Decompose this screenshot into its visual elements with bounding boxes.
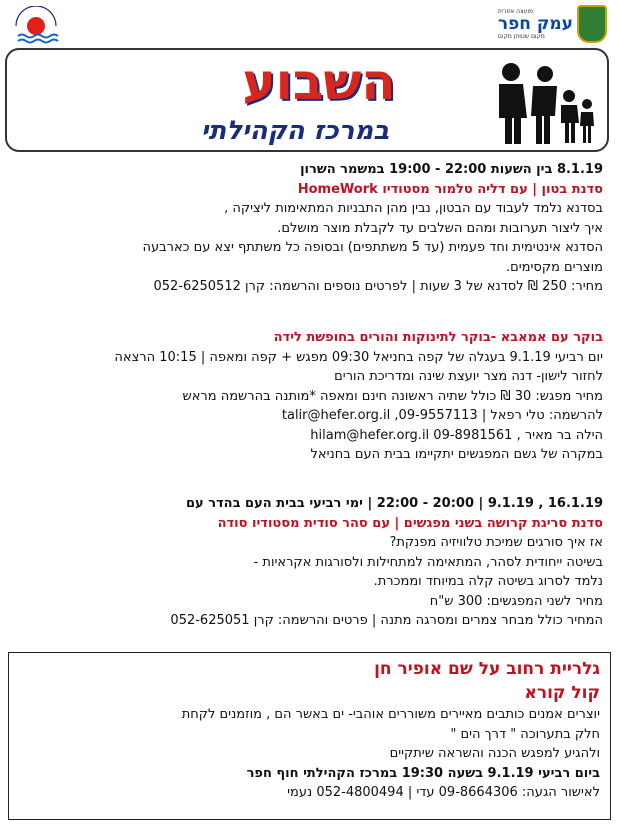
section4-line: ולהגיע למפגש הכנה והשראה שיתקיים [389,746,600,761]
logo-tagline: מקום שטוחן מקום [497,33,545,40]
section3-line: מחיר לשני המפגשים: 300 ש"ח [429,593,603,609]
section4-line: יוצרים אמנים כותבים מאיירים משוררים אוהבי- ים באשר הם , מוזמנים לקחת [181,707,600,722]
section-concrete-workshop [14,160,603,297]
section1-line: הסדנא אינטימית וחד פעמית (עד 5 משתתפים) ובסופה כל משתתף יצא עם כארבעה [142,240,603,255]
section1-heading: 8.1.19 בין השעות 22:00 - 19:00 במשמר השרון [300,162,603,177]
page-subtitle: במרכז הקהילתי [200,116,390,146]
family-icon [489,60,599,146]
gallery-callout-box [8,652,611,820]
section1-line: מחיר: 250 ₪ לסדנא של 3 שעות | לפרטים נוספים והרשמה: קרן 052-6250512 [153,279,603,294]
section2-line: יום רביעי 9.1.19 בעגלה של קפה בחניאל 09:30 מפגש + קפה ומאפה | 10:15 הרצאה [114,349,603,365]
emek-hefer-logo [497,4,607,44]
section2-line: הילה בר מאיר , hilam@hefer.org.il 09-8981561 [310,427,603,443]
section1-line: מוצרים מקסימים. [506,259,603,275]
section1-title: סדנת בטון | עם דליה טלמור מסטודיו HomeWork [297,181,603,197]
section4-line: ביום רביעי 9.1.19 בשעה 19:30 במרכז הקהילתי חוף חפר [246,765,600,781]
section2-title: בוקר עם אמאבא -בוקר לתינוקות והורים בחופשת לידה [273,330,603,345]
section4-line: לאישור הגעה: 09-8664306 עדי | 052-4800494 נעמי [287,785,600,800]
logo-brand-text: עמק חפר [497,14,573,34]
section4-title: גלריית רחוב על שם אופיר חן [374,659,600,679]
section1-line: בסדנא נלמד לעבוד עם הבטון, נבין מהן התבניות המתאימות ליציקה , [224,201,603,216]
shield-icon [577,5,607,43]
section4-subtitle: קול קורא [524,683,600,703]
header-banner [5,48,609,152]
section3-line: נלמד לסרוג בשיטה קלה במיוחד וממכרת. [373,574,603,589]
section2-line: לחזור לישון- דנה מצר יועצת שינה ומדריכת הורים [334,369,603,384]
section1-line: איך ליצור תערובות ומהם השלבים עד לקבלת מוצר מושלם. [277,220,603,236]
section2-line: במקרה של גשם המפגשים יתקיימו בבית העם בחניאל [310,447,603,462]
section3-line: בשיטה ייחודית לסהר, המתאימה למתחילות ולסורגות אקראיות - [253,554,603,570]
section-crochet-workshop [14,494,603,631]
section3-heading: 16.1.19 , 9.1.19 | 20:00 - 22:00 | ימי רביעי בבית העם בהדר עם [185,496,603,511]
section4-line: חלק בתערוכה " דרך הים " [450,726,600,742]
logo-top-text: מועצה אזורית [497,8,534,15]
section2-line: מחיר מפגש: 30 ₪ כולל שתיה ראשונה חינם ומאפה *מותנה בהרשמה מראש [182,388,603,404]
section2-line: להרשמה: טלי רפאל | 09-9557113, talir@hefer.org.il [281,408,603,423]
section3-title: סדנת סריגת קרושה בשני מפגשים | עם סהר סודית מסטודיו סודה [217,515,603,531]
section-parents-morning [14,328,603,465]
section3-line: אז איך סורגים שמיכת טלוויזיה מפנקת? [389,535,603,550]
page-title: השבוע [242,53,396,111]
section3-line: המחיר כולל מבחר צמרים ומסרגה מתנה | פרטים והרשמה: קרן 052-625051 [170,613,603,628]
community-center-logo [8,6,64,46]
